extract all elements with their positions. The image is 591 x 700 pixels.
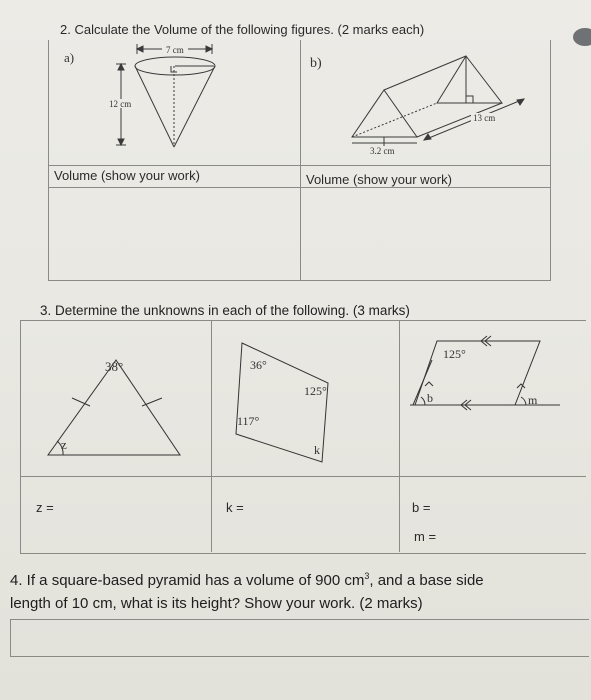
prism-hidden-edge	[352, 103, 437, 137]
isosceles-triangle	[48, 360, 180, 455]
cone-radius-label: 7 cm	[166, 45, 184, 55]
question-4-text: 4. If a square-based pyramid has a volume of 900 cm	[10, 572, 365, 589]
congruence-tick	[72, 398, 90, 406]
angle-arc-m	[521, 397, 526, 405]
arrowhead	[118, 64, 124, 70]
fig3-unknown-m: m	[528, 393, 538, 407]
part-a-label: a)	[64, 50, 75, 65]
prism-front-face	[352, 90, 417, 137]
answer-z: z =	[36, 500, 54, 515]
cone-side-right	[174, 66, 215, 147]
exponent: 3	[364, 571, 370, 581]
answer-m: m =	[414, 529, 437, 544]
answer-b: b =	[412, 500, 431, 515]
angle-arc-b	[421, 397, 425, 405]
arrowhead	[137, 46, 143, 52]
fig3-angle-label: 125°	[443, 347, 466, 361]
fig2-angle-top: 36°	[250, 358, 267, 372]
fig2-unknown-k: k	[314, 443, 320, 457]
parallelogram	[415, 341, 540, 405]
cone-height-label: 12 cm	[109, 99, 132, 109]
prism-figure	[352, 56, 524, 146]
cone-figure	[116, 44, 215, 147]
congruence-tick	[142, 398, 162, 406]
arrowhead	[118, 139, 124, 145]
fig2-angle-right: 125°	[304, 384, 327, 398]
arrowhead	[517, 99, 524, 105]
arrowhead	[206, 46, 212, 52]
prism-top-edge	[384, 56, 466, 90]
question-4-line-2: length of 10 cm, what is its height? Show your work. (2 marks)	[10, 595, 423, 612]
prism-length-label: 13 cm	[473, 113, 496, 123]
answer-k: k =	[226, 500, 244, 515]
volume-work-label-a: Volume (show your work)	[54, 168, 200, 183]
fig2-angle-left: 117°	[237, 414, 260, 428]
question-2-title: 2. Calculate the Volume of the following figures. (2 marks each)	[60, 22, 425, 37]
prism-right-angle	[466, 96, 473, 103]
question-4-text: , and a base side	[369, 572, 484, 589]
part-b-label: b)	[310, 56, 322, 71]
volume-work-label-b: Volume (show your work)	[306, 172, 452, 187]
fig1-unknown-z: z	[61, 437, 67, 452]
question-3-title: 3. Determine the unknowns in each of the following. (3 marks)	[40, 303, 410, 318]
cone-side-left	[135, 66, 174, 147]
arrowhead	[424, 134, 431, 140]
fig1-angle-label: 38°	[105, 359, 124, 374]
triangle-figure	[48, 360, 180, 455]
parallel-arrow	[517, 384, 525, 388]
parallel-arrow	[425, 382, 433, 386]
prism-base-label: 3.2 cm	[370, 146, 395, 156]
fig3-unknown-b: b	[427, 391, 433, 405]
